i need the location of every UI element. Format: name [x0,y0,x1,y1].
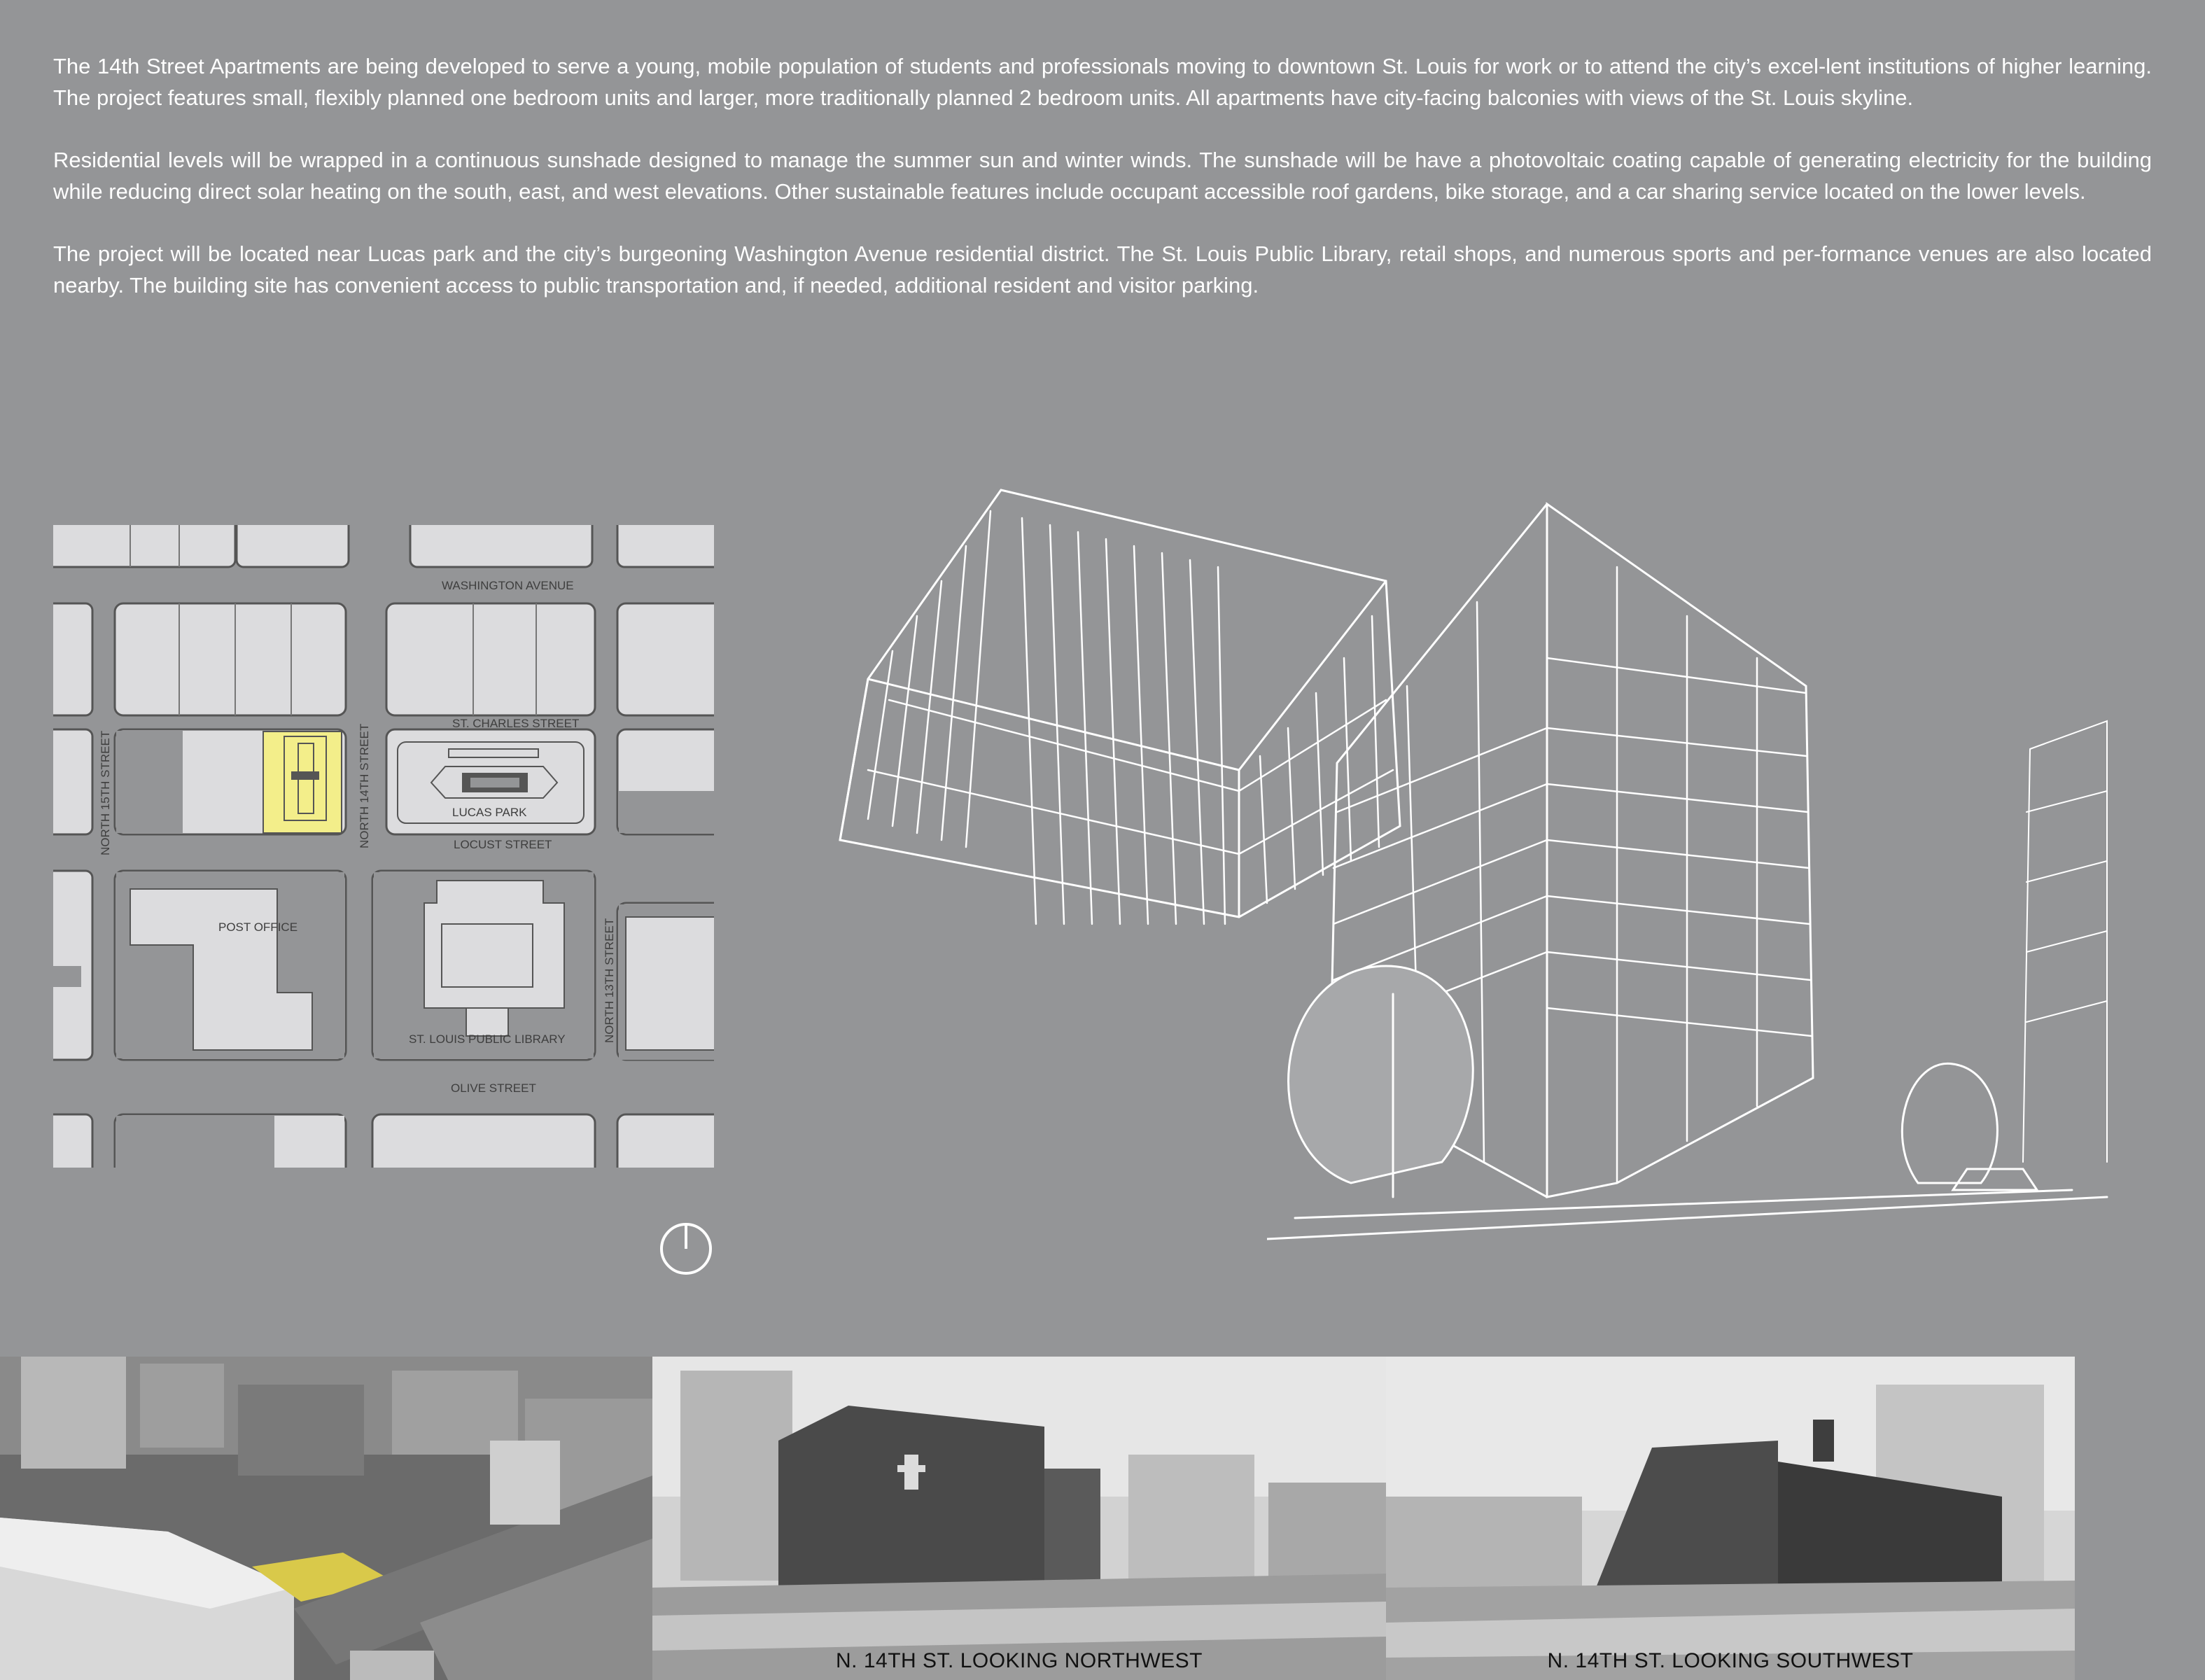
caption-southwest: N. 14TH ST. LOOKING SOUTHWEST [1547,1649,1914,1672]
caption-northwest: N. 14TH ST. LOOKING NORTHWEST [835,1649,1203,1672]
label-library: ST. LOUIS PUBLIC LIBRARY [409,1032,566,1046]
label-olive-street: OLIVE STREET [451,1082,536,1095]
label-north-15th-street: NORTH 15TH STREET [99,730,112,855]
aerial-photo [0,1357,652,1680]
north-arrow-icon [658,1221,714,1280]
photo-looking-southwest [1386,1357,2075,1680]
label-north-13th-street: NORTH 13TH STREET [603,918,616,1043]
label-north-14th-street: NORTH 14TH STREET [358,723,371,848]
site-map [53,525,714,1168]
label-locust-street: LOCUST STREET [454,838,552,851]
label-st-charles-street: ST. CHARLES STREET [452,717,580,730]
photo-looking-northwest [652,1357,1386,1680]
description-paragraph-2: Residential levels will be wrapped in a continuous sunshade designed to manage the summer sun and winter winds. The sunshade will be have a photovoltaic coating capable of generating electricity for the building while reducing direct solar heating on the south, east, and west elevations. Other sustainable features include occupant accessible roof gardens, bike storage, and a car sharing service located on the lower levels. [53,148,2152,204]
description-paragraph-3: The project will be located near Lucas park and the city’s burgeoning Washington Avenue residential district. The St. Louis Public Library, retail shops, and numerous sports and per-formance venues are also located nearby. The building site has convenient access to public transportation and, if needed, additional resident and visitor parking. [53,241,2152,298]
project-description [53,50,2152,332]
label-washington-avenue: WASHINGTON AVENUE [442,579,574,592]
description-paragraph-1: The 14th Street Apartments are being developed to serve a young, mobile population of students and professionals moving to downtown St. Louis for work or to attend the city’s excel-lent institutions of higher learning. The project features small, flexibly planned one bedroom units and larger, more traditionally planned 2 bedroom units. All apartments have city-facing balconies with views of the St. Louis skyline. [53,54,2152,110]
label-lucas-park: LUCAS PARK [452,806,527,819]
building-sketch-tower [1267,462,2142,1256]
label-post-office: POST OFFICE [218,920,298,934]
